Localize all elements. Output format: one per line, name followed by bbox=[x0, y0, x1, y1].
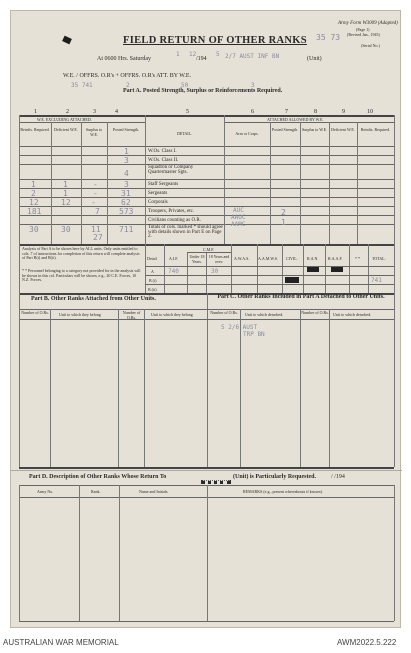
hand-entry: - bbox=[91, 198, 96, 207]
part-c-col-header: Unit to which detached. bbox=[245, 312, 284, 317]
analysis-header: A.W.A.S. bbox=[234, 256, 250, 261]
part-c-col-header: Number of O.Rs. bbox=[210, 310, 238, 315]
analysis-hand-entry: 741 bbox=[371, 277, 382, 284]
hand-entry: 181 bbox=[27, 207, 42, 216]
rule bbox=[51, 122, 52, 244]
rule bbox=[50, 309, 51, 467]
date-day: 1 bbox=[176, 51, 180, 58]
rule bbox=[368, 244, 369, 293]
hand-entry: 30 bbox=[61, 225, 71, 234]
part-c-col-header: Unit to which detached. bbox=[333, 312, 372, 317]
unit-label: (Unit) bbox=[307, 56, 322, 62]
hand-entry: 2 bbox=[31, 189, 36, 198]
we-value-2: 2 bbox=[126, 82, 130, 89]
analysis-header: * * bbox=[355, 256, 360, 261]
col-header: Surplus to W.E. bbox=[301, 127, 328, 132]
footer-accession: AWM2022.5.222 bbox=[337, 638, 397, 647]
rule bbox=[224, 122, 394, 123]
rule bbox=[19, 467, 394, 469]
form-id: Army Form W3009 (Adapted) bbox=[338, 21, 398, 26]
col-header: Posted Strength. bbox=[112, 127, 140, 132]
analysis-hand-entry: 740 bbox=[168, 268, 179, 275]
hand-entry: 62 bbox=[121, 198, 131, 207]
rule bbox=[164, 244, 165, 293]
hand-att-entry: 2 bbox=[281, 208, 286, 217]
rule bbox=[300, 122, 301, 244]
col-number: 8 bbox=[314, 109, 317, 115]
serial-number-label: (Serial No.) bbox=[361, 43, 380, 48]
group-header-allowed: ATTACHED ALLOWED BY W.E. bbox=[267, 117, 324, 122]
analysis-header: TOTAL. bbox=[372, 256, 386, 261]
part-d-date: / /194 bbox=[331, 474, 345, 480]
part-d-col-header: Rank. bbox=[91, 489, 101, 494]
rule bbox=[19, 188, 394, 189]
hand-entry: 4 bbox=[124, 169, 129, 178]
hand-entry: 1 bbox=[31, 180, 36, 189]
part-c-col-header: Number of O.Rs. bbox=[301, 310, 329, 315]
hand-entry: 1 bbox=[124, 147, 129, 156]
analysis-row-label: B (i) bbox=[149, 278, 157, 283]
footer bbox=[0, 632, 411, 653]
part-d-title-mid: (Unit) is Particularly Requested. bbox=[233, 474, 316, 480]
analysis-note: Analysis of Part A to be shown here by ALL units. Only units entitled to cols. 7 of instructions for completion of this return will complete analysis of Part B(i) and B(ii). bbox=[22, 246, 140, 261]
rule bbox=[300, 309, 301, 467]
analysis-header: 18 Years and over. bbox=[208, 254, 230, 264]
analysis-header: CIVIL. bbox=[286, 256, 298, 261]
hand-entry: 30 bbox=[29, 225, 39, 234]
col-header: Reinfts. Required. bbox=[360, 127, 391, 132]
we-line: W.E. / OFFRS. O.R's + OFFRS. O.R's ATT. BY W.E. bbox=[63, 73, 192, 79]
rule bbox=[270, 122, 271, 244]
col-number: 3 bbox=[93, 109, 96, 115]
hand-entry: - bbox=[93, 180, 98, 189]
hand-entry: 711 bbox=[119, 225, 134, 234]
redaction-mark bbox=[307, 267, 319, 272]
part-d-col-header: Name and Initials. bbox=[139, 489, 169, 494]
hand-entry: 12 bbox=[61, 198, 71, 207]
col-header: Surplus to W.E. bbox=[85, 127, 103, 137]
rule bbox=[81, 122, 82, 244]
hand-entry: 27 bbox=[93, 233, 103, 242]
col-header: Reinfts. Required. bbox=[20, 127, 50, 132]
hand-entry: - bbox=[93, 189, 98, 198]
part-a-title: Part A. Posted Strength, Surplus or Reinforcements Required. bbox=[123, 88, 283, 94]
rule bbox=[119, 485, 120, 621]
analysis-header: A.A.M.W.S. bbox=[258, 256, 278, 261]
col-number: 4 bbox=[115, 109, 118, 115]
rule bbox=[19, 621, 394, 622]
detail-row: Squadron or Company Quartermaster Sgts. bbox=[148, 165, 194, 175]
rule bbox=[19, 115, 20, 293]
rule bbox=[394, 115, 395, 293]
analysis-header: Detail bbox=[147, 256, 157, 261]
rule bbox=[329, 309, 330, 467]
date-month: 12 bbox=[189, 51, 197, 58]
col-header: Deficient W.E. bbox=[54, 127, 78, 132]
fold-line bbox=[11, 470, 402, 471]
analysis-header: R.A.A.F. bbox=[328, 256, 343, 261]
analysis-header: R.A.N. bbox=[307, 256, 319, 261]
rule bbox=[19, 309, 394, 310]
time-line: At 0600 Hrs. Saturday bbox=[97, 56, 151, 62]
rule bbox=[357, 122, 358, 244]
analysis-row-label: B (ii) bbox=[148, 287, 157, 292]
part-d-title: Part D. Description of Other Ranks Whose Return To bbox=[29, 474, 167, 480]
rule bbox=[231, 244, 232, 293]
part-b-col-header: Number of O.Rs. bbox=[21, 310, 49, 315]
part-d-col-header: REMARKS (e.g., present whereabouts if known). bbox=[243, 489, 323, 494]
col-header: Deficient W.E. bbox=[331, 127, 355, 132]
rule bbox=[19, 485, 20, 621]
analysis-header: Under 18 Years. bbox=[189, 254, 205, 264]
col-header: Posted Strength. bbox=[271, 127, 299, 132]
revision-date: (Revised Jan., 1945) bbox=[347, 32, 380, 37]
part-c-hand-entry: TRP BN bbox=[243, 331, 265, 338]
unit-value: 2/7 AUST INF BN bbox=[225, 53, 280, 60]
page-number: (Page 1) bbox=[356, 27, 370, 32]
col-number: 6 bbox=[251, 109, 254, 115]
rule bbox=[19, 293, 20, 467]
part-b-title: Part B. Other Ranks Attached from Other Units. bbox=[31, 296, 156, 302]
rule bbox=[19, 146, 394, 147]
analysis-hand-entry: 30 bbox=[211, 268, 219, 275]
date-year-label: /194 bbox=[196, 56, 207, 62]
hand-entry: 11 bbox=[91, 225, 101, 234]
rule bbox=[118, 309, 119, 467]
detail-row: Staff Sergeants bbox=[148, 182, 179, 187]
form-sheet bbox=[10, 10, 401, 628]
hand-att-entry: 1 bbox=[281, 218, 286, 227]
part-c-title: Part C. Other Ranks Included in Part A Detached to Other Units. bbox=[217, 294, 385, 300]
hand-att-entry: AUC bbox=[233, 207, 244, 214]
analysis-row-label: A bbox=[151, 269, 154, 274]
we-values: 35 741 bbox=[71, 82, 93, 89]
group-header-excluding: W.E. EXCLUDING ATTACHED. bbox=[37, 117, 92, 122]
rule bbox=[19, 179, 394, 180]
form-title: FIELD RETURN OF OTHER RANKS bbox=[123, 35, 307, 46]
rule bbox=[144, 309, 145, 467]
redaction-mark bbox=[285, 277, 299, 283]
rule bbox=[303, 244, 304, 293]
rule bbox=[107, 122, 108, 244]
detail-row: W.Os. Class II. bbox=[148, 158, 179, 163]
rule bbox=[145, 284, 394, 285]
analysis-header: A.I.F. bbox=[169, 256, 179, 261]
redaction-mark bbox=[331, 267, 343, 272]
part-d-col-header: Army No. bbox=[37, 489, 54, 494]
rule bbox=[187, 252, 231, 253]
rule bbox=[282, 244, 283, 293]
rule bbox=[145, 244, 146, 293]
footer-credit: AUSTRALIAN WAR MEMORIAL bbox=[3, 638, 119, 647]
hand-entry: 573 bbox=[119, 207, 134, 216]
rule bbox=[240, 309, 241, 467]
rule bbox=[19, 155, 394, 156]
part-b-col-header: Number of O.Rs. bbox=[122, 310, 141, 320]
date-year: 5 bbox=[216, 51, 220, 58]
rule bbox=[394, 485, 395, 621]
col-number: 9 bbox=[342, 109, 345, 115]
rule bbox=[19, 215, 394, 216]
col-number: 1 bbox=[34, 109, 37, 115]
col-header: DETAIL. bbox=[176, 131, 193, 136]
hand-entry: 12 bbox=[29, 198, 39, 207]
rule bbox=[19, 164, 394, 165]
detail-row: Sergeants bbox=[148, 191, 168, 196]
col-number: 5 bbox=[186, 109, 189, 115]
detail-row: Corporals bbox=[148, 200, 168, 205]
unit-blank-line bbox=[201, 480, 231, 484]
hand-entry: 31 bbox=[121, 189, 131, 198]
rule bbox=[19, 206, 394, 207]
detail-row: Totals of cols. marked * should agree with details shown in Part E on Page 2. bbox=[148, 225, 223, 240]
rule bbox=[349, 244, 350, 293]
rule bbox=[19, 197, 394, 198]
hand-att-entry: AAOC bbox=[231, 214, 246, 221]
detail-row: Civilians counting as O.R. bbox=[148, 218, 201, 223]
hand-entry: 3 bbox=[124, 156, 129, 165]
rule bbox=[207, 485, 208, 621]
hand-att-entry: AAMC bbox=[231, 221, 246, 228]
we-value-4: 3 bbox=[251, 82, 255, 89]
rule bbox=[257, 244, 258, 293]
hand-entry: 1 bbox=[63, 189, 68, 198]
we-value-3: 50 bbox=[181, 82, 189, 89]
rule bbox=[145, 275, 394, 276]
cmf-label: C.M.F. bbox=[203, 247, 215, 252]
ink-mark bbox=[62, 36, 72, 45]
part-b-col-header: Unit to which they belong bbox=[151, 312, 193, 317]
col-number: 2 bbox=[66, 109, 69, 115]
part-c-hand-entry: 5 2/6 AUST bbox=[221, 324, 258, 331]
hand-entry: 3 bbox=[124, 180, 129, 189]
rule bbox=[394, 293, 395, 467]
analysis-note: * * Personnel belonging to a category not provided for in the analysis will be shown in this col. Particulars will be shown, e.g., 20 C.E. Forces, 10 N.Z. Forces. bbox=[22, 268, 141, 283]
rule bbox=[79, 485, 80, 621]
col-number: 10 bbox=[367, 109, 373, 115]
rule bbox=[19, 122, 145, 123]
detail-row: Troopers, Privates, etc. bbox=[148, 209, 195, 214]
rule bbox=[19, 319, 394, 320]
detail-row: W.Os. Class I. bbox=[148, 149, 177, 154]
col-header: Arm or Corps. bbox=[235, 131, 259, 136]
hand-entry: 1 bbox=[63, 180, 68, 189]
rule bbox=[145, 266, 394, 267]
rule bbox=[325, 244, 326, 293]
serial-value: 35 73 bbox=[316, 33, 341, 42]
hand-entry: 7 bbox=[95, 207, 100, 216]
col-number: 7 bbox=[285, 109, 288, 115]
rule bbox=[329, 122, 330, 244]
part-b-col-header: Unit to which they belong bbox=[59, 312, 101, 317]
